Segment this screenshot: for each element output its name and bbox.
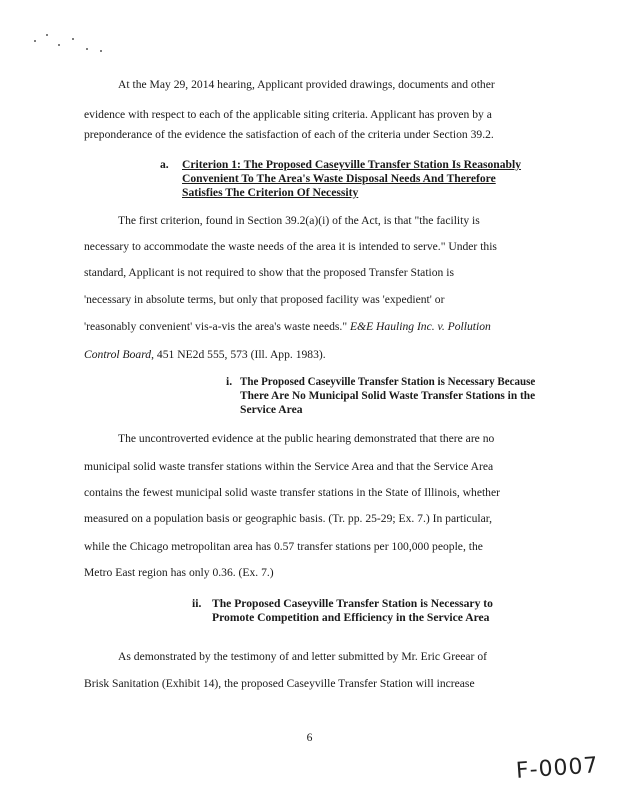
sub-heading-i-line-1: The Proposed Caseyville Transfer Station is Necessary Because <box>240 375 536 388</box>
sub-heading-ii-line-2: Promote Competition and Efficiency in the Service Area <box>212 611 490 624</box>
intro-line-3: preponderance of the evidence the satisfaction of each of the criteria under Section 39.2. <box>84 128 494 141</box>
case-citation-name: E&E Hauling Inc. v. Pollution <box>349 320 491 333</box>
criterion-1-line-5 <box>84 320 491 333</box>
scan-speckles <box>28 30 118 60</box>
bates-stamp: F-0007 <box>515 753 600 784</box>
intro-line-2: evidence with respect to each of the applicable siting criteria. Applicant has proven by a <box>84 108 492 121</box>
criterion-1-heading-line-2: Convenient To The Area's Waste Disposal Needs And Therefore <box>182 172 496 185</box>
sub-i-line-5: while the Chicago metropolitan area has 0.57 transfer stations per 100,000 people, the <box>84 540 483 553</box>
sub-heading-i-line-2: There Are No Municipal Solid Waste Transfer Stations in the <box>240 389 536 402</box>
page-number: 6 <box>306 731 313 744</box>
sub-ii-line-1: As demonstrated by the testimony of and letter submitted by Mr. Eric Greear of <box>118 650 487 663</box>
sub-heading-ii-line-1: The Proposed Caseyville Transfer Station is Necessary to <box>212 597 493 610</box>
sub-ii-line-2: Brisk Sanitation (Exhibit 14), the proposed Caseyville Transfer Station will increase <box>84 677 475 690</box>
criterion-1-label: a. <box>160 158 169 171</box>
criterion-1-line-6 <box>84 348 326 361</box>
sub-i-line-2: municipal solid waste transfer stations within the Service Area and that the Service Area <box>84 460 494 473</box>
case-citation-reporter: , 451 NE2d 555, 573 (Ill. App. 1983). <box>151 348 326 361</box>
criterion-1-line-3: standard, Applicant is not required to show that the proposed Transfer Station is <box>84 266 454 279</box>
criterion-1-heading-line-1: Criterion 1: The Proposed Caseyville Transfer Station Is Reasonably <box>182 158 522 171</box>
sub-heading-i-line-3: Service Area <box>240 403 303 416</box>
criterion-1-line-1: The first criterion, found in Section 39.2(a)(i) of the Act, is that "the facility is <box>118 214 480 227</box>
criterion-1-line-4: 'necessary in absolute terms, but only that proposed facility was 'expedient' or <box>84 293 445 306</box>
case-citation-name-cont: Control Board <box>84 348 152 361</box>
intro-line-1: At the May 29, 2014 hearing, Applicant provided drawings, documents and other <box>118 78 495 91</box>
criterion-1-heading-line-3: Satisfies The Criterion Of Necessity <box>182 186 359 199</box>
criterion-1-line-2: necessary to accommodate the waste needs of the area it is intended to serve." Under this <box>84 240 497 253</box>
quote-text: 'reasonably convenient' vis-a-vis the area's waste needs." <box>84 320 350 333</box>
sub-i-line-4: measured on a population basis or geographic basis. (Tr. pp. 25-29; Ex. 7.) In particular, <box>84 512 493 525</box>
sub-heading-ii-label: ii. <box>192 597 202 610</box>
sub-i-line-6: Metro East region has only 0.36. (Ex. 7.) <box>84 566 274 579</box>
sub-i-line-3: contains the fewest municipal solid waste transfer stations in the State of Illinois, whether <box>84 486 500 499</box>
sub-heading-i-label: i. <box>226 375 233 388</box>
sub-i-line-1: The uncontroverted evidence at the public hearing demonstrated that there are no <box>118 432 495 445</box>
